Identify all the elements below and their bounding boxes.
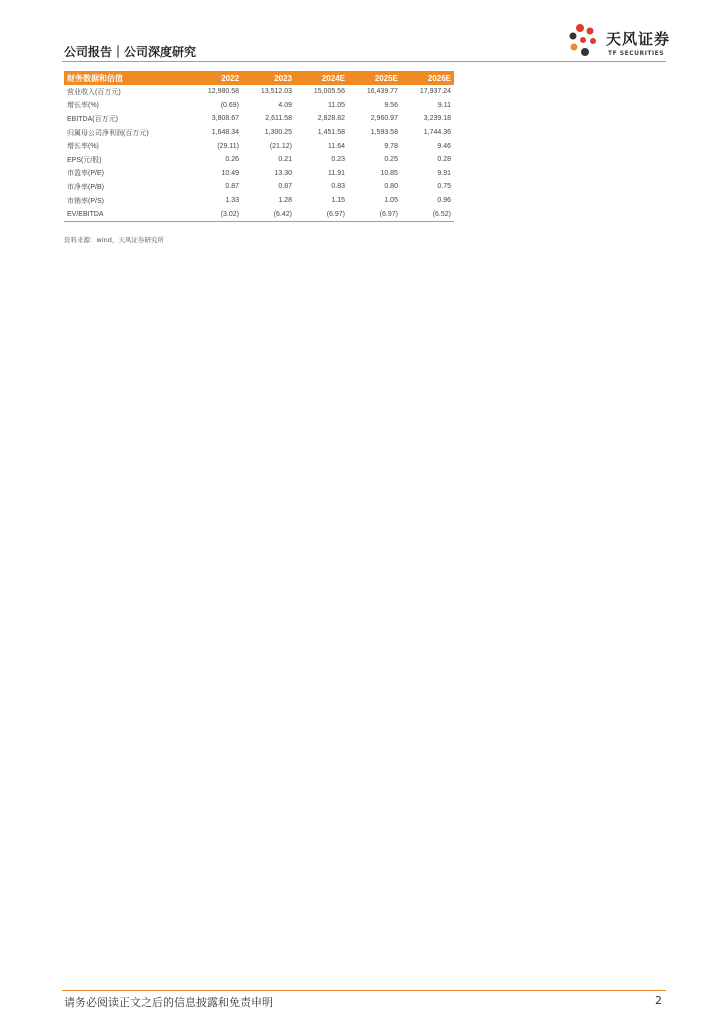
table-cell: 0.25 (384, 156, 398, 164)
table-cell: 3,808.67 (211, 115, 240, 123)
table-cell: 1,451.58 (317, 129, 345, 137)
table-cell: 营业收入(百万元) (67, 88, 121, 96)
table-header-cell: 2022 (189, 71, 242, 85)
table-row (64, 207, 454, 221)
table-cell: 4.09 (278, 101, 292, 109)
table-cell: 10.49 (221, 169, 240, 177)
table-cell: 9.91 (437, 169, 451, 177)
table-cell: (6.52) (401, 207, 454, 221)
table-cell: 增长率(%) (67, 102, 99, 110)
table-cell: 3,239.18 (423, 115, 451, 123)
table-cell: 1,593.58 (370, 129, 398, 137)
table-cell: 2,828.82 (317, 115, 345, 123)
footer-disclaimer: 请务必阅读正文之后的信息披露和免责申明 (64, 996, 273, 1009)
table-cell: 2,960.97 (370, 115, 398, 123)
table-cell: 1.28 (278, 197, 292, 205)
table-row (64, 99, 454, 113)
logo-company-subtitle: TF SECURITIES (608, 50, 665, 57)
table-cell: 0.23 (331, 156, 345, 164)
footer-divider (62, 990, 666, 991)
table-cell: EBITDA(百万元) (67, 115, 118, 123)
table-cell: 0.83 (331, 183, 345, 191)
table-cell: 17,937.24 (419, 88, 451, 96)
table-row (64, 167, 454, 181)
table-cell: 11.64 (327, 142, 345, 150)
table-cell: 1,300.25 (264, 129, 292, 137)
table-header-cell: 财务数据和估值 (64, 71, 189, 85)
table-header-cell: 2026E (401, 71, 454, 85)
header-divider (62, 61, 666, 62)
table-cell: 2,611.58 (265, 115, 292, 123)
table-cell: 12,980.58 (207, 88, 240, 96)
page-number: 2 (655, 994, 662, 1007)
table-cell: 归属母公司净利润(百万元) (67, 129, 149, 137)
table-cell: (3.02) (189, 207, 242, 221)
table-cell: 13.30 (274, 169, 292, 177)
table-cell: 1.33 (225, 197, 240, 205)
table-cell: 1.05 (384, 197, 398, 205)
table-cell: 0.80 (384, 183, 398, 191)
table-row (64, 180, 454, 194)
table-cell: 市盈率(P/E) (67, 170, 104, 178)
page-header-title: 公司报告｜公司深度研究 (64, 45, 197, 59)
flower-logo-icon (566, 22, 604, 60)
table-cell: 11.91 (327, 169, 345, 177)
table-cell: (6.97) (295, 207, 348, 221)
table-cell: 0.28 (437, 156, 451, 164)
table-cell: 0.75 (437, 183, 451, 191)
table-cell: 增长率(%) (67, 143, 99, 151)
table-cell: 9.78 (384, 142, 398, 150)
table-cell: 1.15 (331, 197, 345, 205)
table-row (64, 139, 454, 153)
table-cell: 1,648.34 (211, 129, 240, 137)
table-cell: 市净率(P/B) (67, 183, 104, 191)
company-logo (566, 22, 676, 62)
table-header-row (64, 71, 454, 85)
table-cell: 0.87 (278, 183, 292, 191)
table-cell: 15,005.56 (313, 88, 345, 96)
table-row (64, 85, 454, 99)
table-row (64, 126, 454, 140)
source-note: 资料来源：wind，天风证券研究所 (64, 236, 164, 244)
table-header-cell: 2025E (348, 71, 401, 85)
table-cell: 9.56 (384, 101, 398, 109)
table-header-cell: 2024E (295, 71, 348, 85)
table-cell: 0.21 (278, 156, 292, 164)
table-cell: 10.85 (380, 169, 398, 177)
table-cell: 11.05 (327, 101, 345, 109)
table-header-cell: 2023 (242, 71, 295, 85)
table-cell: 9.46 (437, 142, 451, 150)
table-cell: 市销率(P/S) (67, 197, 104, 205)
table-cell: (29.11) (217, 142, 240, 150)
table-row (64, 112, 454, 126)
table-cell: (6.97) (348, 207, 401, 221)
table-cell: EV/EBITDA (64, 207, 189, 221)
table-cell: 1,744.36 (423, 129, 451, 137)
logo-company-name: 天风证券 (606, 30, 671, 48)
table-cell: 0.87 (225, 183, 240, 191)
table-cell: (0.69) (220, 101, 240, 109)
table-cell: EPS(元/股) (67, 156, 102, 164)
financial-data-table (64, 71, 454, 222)
table-cell: 0.96 (437, 197, 451, 205)
table-cell: 0.26 (225, 156, 240, 164)
table-cell: 13,512.03 (260, 88, 292, 96)
table-cell: 16,439.77 (366, 88, 398, 96)
table-row (64, 153, 454, 167)
table-row (64, 194, 454, 208)
table-cell: (6.42) (242, 207, 295, 221)
table-cell: (21.12) (269, 142, 292, 150)
table-cell: 9.11 (437, 101, 451, 109)
